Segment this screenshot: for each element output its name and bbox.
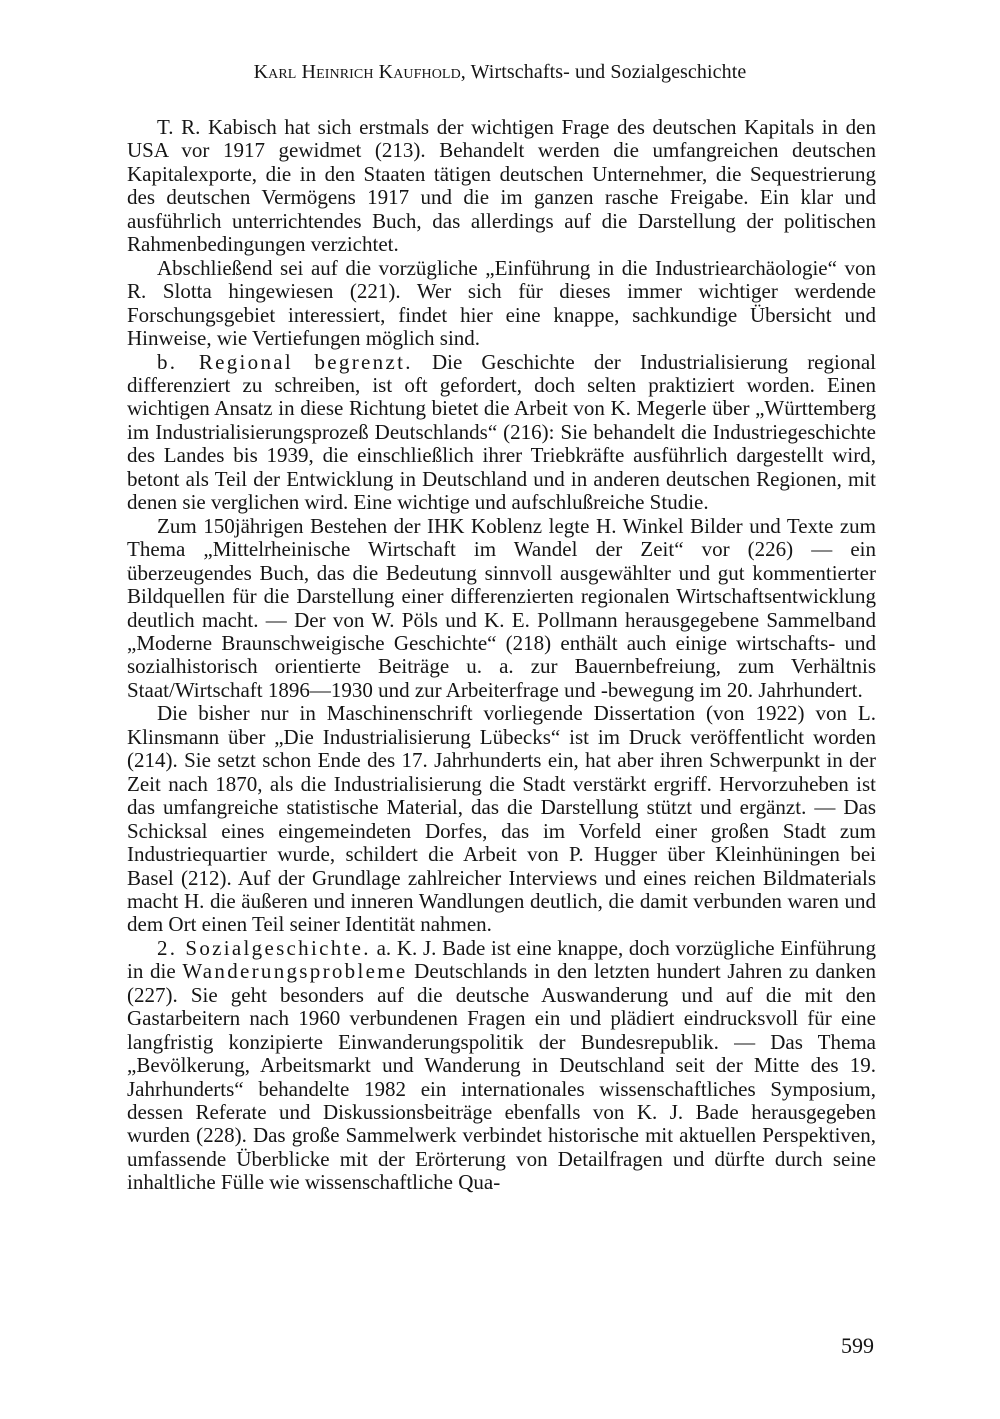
paragraph-text: T. R. Kabisch hat sich erstmals der wichtigen Frage des deutschen Kapitals in den USA vor 1917 gewidmet (213). Behandelt werden die umfangreichen deutschen Kapitalexporte, die in den Staaten tätigen deutschen Unternehmer, die Sequestrierung des deutschen Vermögens 1917 und die im ganzen rasche Freigabe. Ein klar und ausführlich unterrichtendes Buch, das allerdings auf die Darstellung der politischen Rahmenbedingungen verzichtet. xyxy=(127,115,876,257)
header-title: , Wirtschafts- und Sozialgeschichte xyxy=(460,61,747,83)
paragraph-text: Zum 150jährigen Bestehen der IHK Koblenz legte H. Winkel Bilder und Texte zum Thema „Mittelrheinische Wirtschaft im Wandel der Zeit“ vor (226) — ein überzeugendes Buch, das die Bedeutung sinnvoll ausgewählter und gut kommentierter Bildquellen für die Darstellung einer differenzierten regionalen Wirtschaftsentwicklung deutlich macht. — Der von W. Pöls und K. E. Pollmann herausgegebene Sammelband „Moderne Braunschweigische Geschichte“ (218) enthält auch einige wirtschafts- und sozialhistorisch orientierte Beiträge u. a. zur Bauernbefreiung, zum Verhältnis Staat/Wirtschaft 1896—1930 und zur Arbeiterfrage und -bewegung im 20. Jahrhundert. xyxy=(127,513,876,702)
header-author: Karl Heinrich Kaufhold xyxy=(253,61,461,83)
paragraph-text: Deutschlands in den letzten hundert Jahren zu danken (227). Sie geht besonders auf die deutsche Auswanderung und auf die mit den Gastarbeitern nach 1960 verbundenen Fragen ein und plädiert eindrucksvoll für eine langfristig konzipierte Einwanderungspolitik der Bundesrepublik. — Das Thema „Bevölkerung, Arbeitsmarkt und Wanderung in Deutschland seit der Mitte des 19. Jahrhunderts“ behandelte 1982 ein internationales wissenschaftliches Symposium, dessen Referate und Diskussionsbeiträge ebenfalls von K. J. Bade herausgegeben wurden (228). Das große Sammelwerk verbindet historische mit aktuellen Perspektiven, umfassende Überblicke mit der Erörterung von Detailfragen und dürfte durch seine inhaltliche Fülle wie wissenschaftliche Qua- xyxy=(127,959,876,1195)
paragraph xyxy=(127,116,876,257)
paragraph-text: Abschließend sei auf die vorzügliche „Einführung in die Industriearchäologie“ von R. Slotta hingewiesen (221). Wer sich für dieses immer wichtiger werdende Forschungsgebiet interessiert, findet hier eine knappe, sachkundige Übersicht und Hinweise, wie Vertiefungen möglich sind. xyxy=(127,255,876,351)
paragraph-text: Die bisher nur in Maschinenschrift vorliegende Dissertation (von 1922) von L. Klinsmann über „Die Industrialisierung Lübecks“ ist im Druck veröffentlicht worden (214). Sie setzt schon Ende des 17. Jahrhunderts ein, hat aber ihren Schwerpunkt in der Zeit nach 1870, als die Industrialisierung die Stadt verstärkt ergriff. Hervorzuheben ist das umfangreiche statistische Material, das die Darstellung stützt und ergänzt. — Das Schicksal eines eingemeindeten Dorfes, das im Vorfeld einer großen Stadt zum Industriequartier wurde, schildert die Arbeit von P. Hugger über Kleinhüningen bei Basel (212). Auf der Grundlage zahlreicher Interviews und eines reichen Bildmaterials macht H. die äußeren und inneren Wandlungen deutlich, die damit verbunden waren und dem Ort einen Teil seiner Identität nahmen. xyxy=(127,701,876,937)
paragraph-text: Die Geschichte der Industrialisierung regional differenziert zu schreiben, ist oft gefordert, doch selten praktiziert worden. Einen wichtigen Ansatz in diese Richtung bietet die Arbeit von K. Megerle über „Württemberg im Industrialisierungsprozeß Deutschlands“ (216): Sie behandelt die Industriegeschichte des Landes bis 1939, die einschließlich ihrer Triebkräfte ausführlich dargestellt wird, betont als Teil der Entwicklung in Deutschland und in anderen deutschen Regionen, mit denen sie verglichen wird. Eine wichtige und aufschlußreiche Studie. xyxy=(127,349,876,515)
paragraph xyxy=(127,702,876,937)
page-number: 599 xyxy=(841,1333,874,1358)
body-text xyxy=(127,116,876,1195)
running-header xyxy=(0,59,1000,85)
paragraph xyxy=(127,515,876,703)
section-lead: 2. Sozialgeschichte. xyxy=(157,935,371,960)
paragraph-text: a. K. J. Bade ist eine knappe, doch vorzügliche Einführung in die xyxy=(127,935,876,984)
paragraph xyxy=(127,257,876,351)
paragraph xyxy=(127,937,876,1195)
emphasized-term: Wanderungsprobleme xyxy=(182,959,408,984)
section-lead: b. Regional begrenzt. xyxy=(157,349,413,374)
paragraph xyxy=(127,351,876,515)
